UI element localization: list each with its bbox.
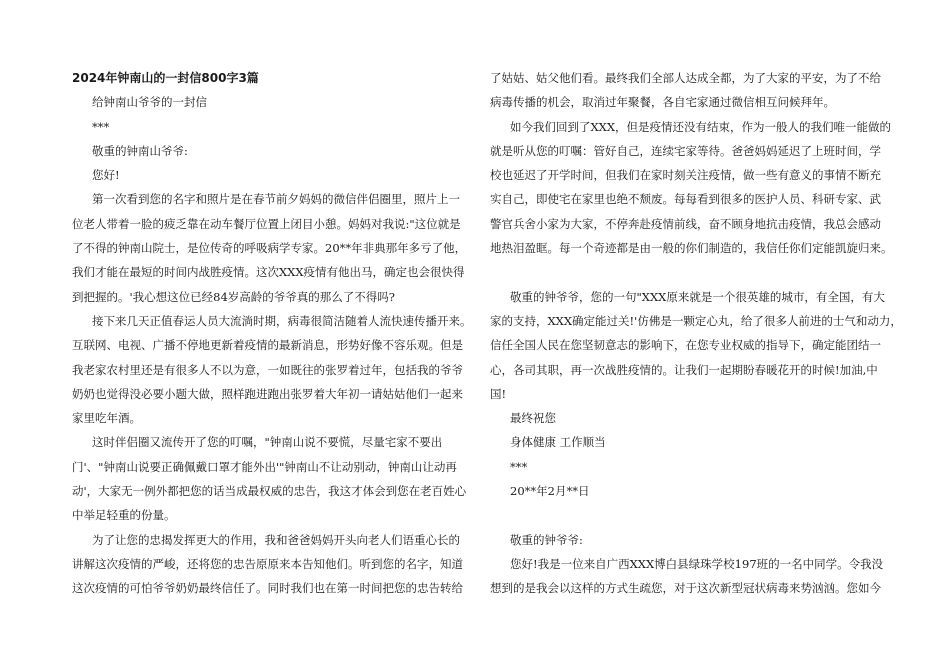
text-line: 病毒传播的机会，取消过年聚餐，各自宅家通过微信相互问候拜年。 xyxy=(490,95,835,110)
text-line: 中举足轻重的份量。 xyxy=(72,508,176,523)
text-line xyxy=(490,260,880,284)
document-title: 2024年钟南山的一封信800字3篇 xyxy=(72,71,259,85)
text-line: 实自己，即使宅在家里也绝不颓废。每每看到很多的医护人员、科研专家、武 xyxy=(490,192,881,207)
text-line: 了姑姑、姑父他们看。最终我们全部人达成全都，为了大家的平安，为了不给 xyxy=(490,71,881,85)
text-line: 您好! xyxy=(92,168,120,183)
left-column xyxy=(72,66,472,601)
text-line: 校也延迟了开学时间，但我们在家时刻关注疫情，做一些有意义的事情不断充 xyxy=(490,168,881,183)
text-line: 讲解这次疫情的严峻，还将您的忠告原原来本告知他们。听到您的名字，知道 xyxy=(72,556,463,571)
text-line: 这时伴侣圈又流传开了您的叮嘱，"钟南山说不要慌，尽量宅家不要出 xyxy=(92,435,443,450)
text-line: 给钟南山爷爷的一封信 xyxy=(92,95,207,110)
text-line: 最终祝您 xyxy=(510,411,556,426)
text-line: 警官兵舍小家为大家，不停奔赴疫情前线，奋不顾身地抗击疫情，我总会感动 xyxy=(490,216,881,231)
text-line: 接下来几天正值春运人员大流淌时期，病毒很简洁随着人流快速传播开来。 xyxy=(92,313,472,328)
text-line: 奶奶也觉得没必要小题大做，照样跑进跑出张罗着大年初一请姑姑他们一起来 xyxy=(72,386,463,401)
text-line: 敬重的钟爷爷，您的一句"XXX原来就是一个很英雄的城市，有全国，有大 xyxy=(510,289,885,304)
text-line: 动'，大家无一例外都把您的话当成最权威的忠告，我这才体会到您在老百姓心 xyxy=(72,484,467,499)
text-line: *** xyxy=(510,459,528,474)
text-line: 敬重的钟南山爷爷: xyxy=(92,143,188,158)
text-line: 家里吃年酒。 xyxy=(72,411,141,426)
text-line: 就是听从您的叮嘱：管好自己，连续宅家等待。爸爸妈妈延迟了上班时间，学 xyxy=(490,143,881,158)
text-line: 心，各司其职，再一次战胜疫情的。让我们一起期盼春暖花开的时候!加油,中 xyxy=(490,362,878,377)
text-line: 信任全国人民在您坚韧意志的影响下，在您专业权威的指导下，确定能团结一 xyxy=(490,338,881,353)
text-line: 我们才能在最短的时间内战胜疫情。这次XXX疫情有他出马，确定也会很快得 xyxy=(72,265,465,280)
text-line: 了不得的钟南山院士，是位传奇的呼吸病学专家。20**年非典那年多亏了他， xyxy=(72,241,467,256)
text-line: 第一次看到您的名字和照片是在春节前夕妈妈的微信伴侣圈里，照片上一 xyxy=(92,192,460,207)
text-line: 这次疫情的可怕爷爷奶奶最终信任了。同时我们也在第一时间把您的忠告转给 xyxy=(72,581,463,596)
text-line: 您好!我是一位来自广西XXX博白县绿珠学校197班的一名中同学。令我没 xyxy=(510,556,884,571)
text-line: 敬重的钟爷爷: xyxy=(510,532,583,547)
text-line: 地热泪盈眶。每一个奇迹都是由一般的你们制造的，我信任你们定能凯旋归来。 xyxy=(490,241,893,256)
right-column xyxy=(490,66,902,601)
text-line: 位老人带着一脸的疲乏靠在动车餐厅位置上闭目小憩。妈妈对我说:"这位就是 xyxy=(72,216,461,231)
text-line: 想到的是我会以这样的方式生疏您，对于这次新型冠状病毒来势汹汹。您如今 xyxy=(490,581,881,596)
text-line: 身体健康 工作顺当 xyxy=(510,435,606,450)
text-line: 如今我们回到了XXX，但是疫情还没有结束，作为一般人的我们唯一能做的 xyxy=(510,119,892,134)
text-line: 互联网、电视、广播不停地更新着疫情的最新消息，形势好像不容乐观。但是 xyxy=(72,338,463,353)
text-line: *** xyxy=(92,119,110,134)
text-line: 家的支持，XXX确定能过关!'仿佛是一颗定心丸，给了很多人前进的士气和动力， xyxy=(490,313,902,328)
text-line: 门'、"钟南山说要正确佩戴口罩才能外出'"钟南山不让动别动，钟南山让动再 xyxy=(72,459,457,474)
text-line: 20**年2月**日 xyxy=(510,484,590,499)
text-line: 国! xyxy=(490,386,507,401)
text-line: 为了让您的忠揭发挥更大的作用，我和爸爸妈妈开头向老人们语重心长的 xyxy=(92,532,460,547)
text-line xyxy=(490,503,880,527)
text-line: 我老家农村里还是有很多人不以为意，一如既往的张罗着过年，包括我的爷爷 xyxy=(72,362,463,377)
text-line: 到把握的。'我心想这位已经84岁高龄的爷爷真的那么了不得吗? xyxy=(72,289,395,304)
